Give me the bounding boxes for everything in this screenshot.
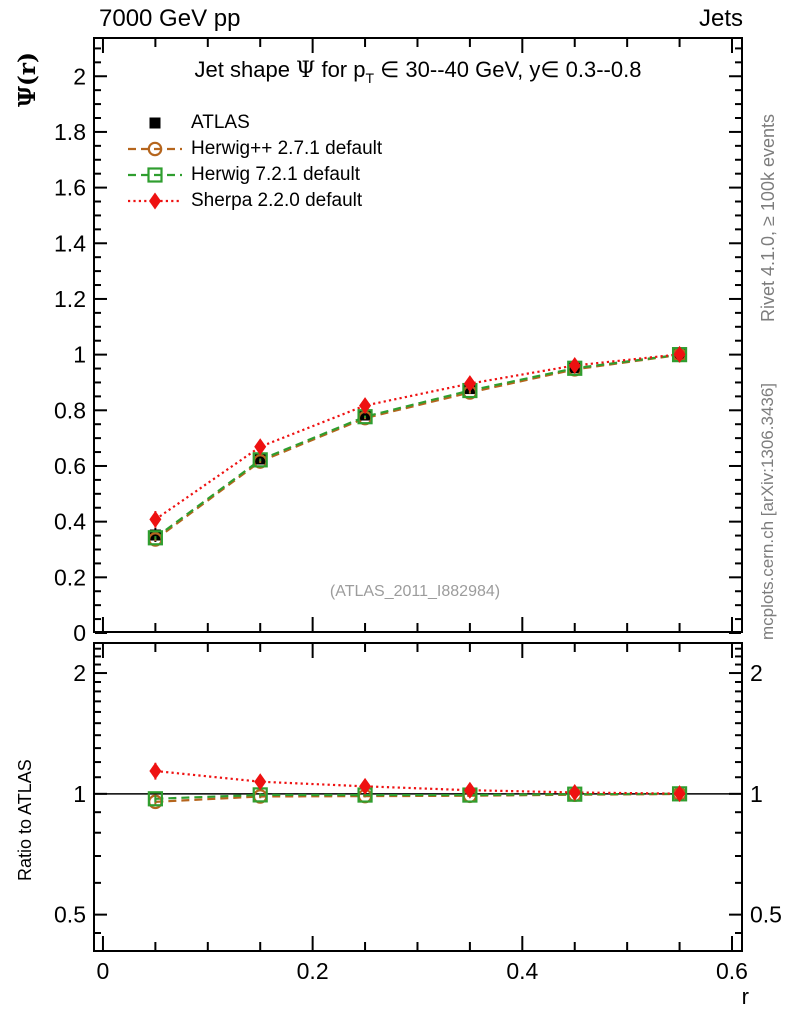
ratio-points-herwig-2-7-1-default: [149, 788, 686, 808]
mcplots-arxiv-label: mcplots.cern.ch [arXiv:1306.3436]: [758, 382, 777, 640]
plot-title-part: Ψ: [296, 58, 316, 83]
svg-text:0.6: 0.6: [715, 958, 748, 984]
svg-text:0.2: 0.2: [296, 958, 329, 984]
svg-text:0.5: 0.5: [750, 901, 782, 928]
svg-text:0.8: 0.8: [54, 397, 86, 424]
herwigpp-marker-icon: [127, 137, 183, 161]
ratio-y-axis-title: Ratio to ATLAS: [15, 759, 35, 881]
svg-text:0: 0: [96, 958, 110, 984]
svg-text:0.6: 0.6: [54, 452, 86, 479]
legend-item-herwig7: [127, 162, 382, 188]
herwig7-marker-icon: [127, 163, 183, 187]
svg-text:1: 1: [73, 780, 86, 807]
rivet-version-label: Rivet 4.1.0, ≥ 100k events: [758, 114, 778, 322]
legend-item-sherpa: [127, 188, 382, 214]
main-points-atlas: [150, 349, 685, 542]
main-line-sherpa-2-2-0-default: [155, 354, 679, 519]
plot-title-part: ∈ 30--40 GeV, y∈ 0.3--0.8: [374, 57, 642, 82]
legend-label: Sherpa 2.2.0 default: [191, 190, 363, 211]
main-line-herwig-2-7-1-default: [155, 355, 679, 540]
svg-text:1: 1: [750, 780, 763, 807]
svg-text:1.8: 1.8: [54, 118, 86, 145]
legend-label: Herwig++ 2.7.1 default: [191, 138, 383, 159]
svg-text:1.6: 1.6: [54, 174, 86, 201]
analysis-id-watermark: (ATLAS_2011_I882984): [329, 583, 501, 600]
svg-text:2: 2: [750, 660, 763, 687]
main-line-herwig-7-2-1-default: [155, 355, 679, 538]
atlas-marker-icon: [127, 111, 183, 135]
x-axis-title: r: [741, 984, 749, 1009]
svg-text:0.4: 0.4: [54, 508, 86, 535]
legend-item-herwigpp: [127, 136, 382, 162]
legend-label: ATLAS: [191, 112, 250, 133]
svg-text:1: 1: [73, 341, 86, 368]
svg-text:0.5: 0.5: [54, 901, 86, 928]
legend: [127, 110, 382, 214]
sherpa-marker-icon: [127, 189, 183, 213]
legend-item-atlas: [127, 110, 382, 136]
plot-title: [93, 57, 743, 86]
svg-text:0.4: 0.4: [506, 958, 539, 984]
main-points-sherpa-2-2-0-default: [149, 346, 685, 528]
legend-label: Herwig 7.2.1 default: [191, 164, 360, 185]
analysis-group-label: Jets: [698, 5, 743, 32]
ratio-line-sherpa-2-2-0-default: [155, 771, 679, 794]
main-points-herwig-7-2-1-default: [149, 348, 686, 544]
svg-text:1.4: 1.4: [54, 230, 86, 257]
beam-energy-label: 7000 GeV pp: [99, 5, 241, 32]
svg-text:2: 2: [73, 660, 86, 687]
svg-text:2: 2: [73, 63, 86, 90]
main-points-herwig-2-7-1-default: [149, 349, 686, 546]
svg-text:1.2: 1.2: [54, 285, 86, 312]
plot-title-part: Jet shape: [194, 57, 297, 82]
svg-text:0.2: 0.2: [54, 564, 86, 591]
plot-title-part: T: [365, 70, 375, 86]
svg-text:0: 0: [73, 620, 86, 646]
plot-title-part: for p: [315, 57, 366, 82]
main-y-axis-title: Ψ(r): [14, 52, 41, 107]
